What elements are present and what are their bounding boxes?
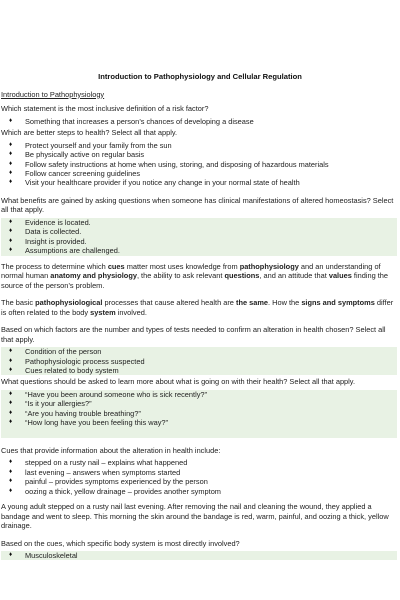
question-3: What benefits are gained by asking questions when someone has clinical manifestations of altered homeostasis? Select all that apply.	[1, 195, 394, 215]
answer-item: ♦ “Is it your allergies?”	[1, 399, 397, 408]
page-title: Introduction to Pathophysiology and Cellular Regulation	[98, 72, 302, 81]
answer-item: ♦ Something that increases a person’s chances of developing a disease	[1, 117, 397, 126]
answer-item: ♦ Protect yourself and your family from the sun	[1, 141, 397, 150]
answer-item: ♦ Cues related to body system	[1, 366, 397, 375]
answer-item: ♦ Condition of the person	[1, 347, 397, 356]
answer-item: ♦ Assumptions are challenged.	[1, 246, 397, 255]
answer-item: ♦ Pathophysiologic process suspected	[1, 357, 397, 366]
highlight-box-4	[1, 347, 397, 375]
answer-item: ♦ “How long have you been feeling this way?”	[1, 418, 397, 427]
question-4: Based on which factors are the number and types of tests needed to confirm an alteration in health chosen? Select all that apply.	[1, 325, 386, 344]
answer-item: ♦ Visit your healthcare provider if you notice any change in your normal state of health	[1, 178, 397, 187]
answer-list-2	[1, 141, 397, 188]
cue-item: ♦ oozing a thick, yellow drainage – provides another symptom	[1, 487, 397, 496]
paragraph-cues: The process to determine which cues matter most uses knowledge from pathophysiology and an understanding of normal human anatomy and physiology, the ability to ask relevant questions, and an attitude that values finding the source of the person’s problem.	[1, 261, 389, 290]
answer-item: ♦ Follow safety instructions at home when using, storing, and disposing of hazardous materials	[1, 160, 397, 169]
answer-list-6	[1, 551, 397, 560]
highlight-box-3	[1, 218, 397, 256]
highlight-box-6	[1, 551, 397, 560]
answer-item: ♦ Insight is provided.	[1, 237, 397, 246]
highlight-box-5	[1, 390, 397, 438]
cue-item: ♦ painful – provides symptoms experienced by the person	[1, 477, 397, 486]
section-link[interactable]: Introduction to Pathophysiology	[1, 89, 105, 99]
answer-item: ♦ Be physically active on regular basis	[1, 150, 397, 159]
cues-list	[1, 458, 397, 496]
answer-item: ♦ “Are you having trouble breathing?”	[1, 409, 397, 418]
document-body	[0, 90, 400, 561]
answer-list-4	[1, 347, 397, 375]
answer-item: ♦ Musculoskeletal	[1, 551, 397, 560]
answer-item: ♦ “Have you been around someone who is sick recently?”	[1, 390, 397, 399]
answer-list-5	[1, 390, 397, 428]
cues-intro: Cues that provide information about the alteration in health include:	[1, 445, 221, 455]
cue-item: ♦ stepped on a rusty nail – explains what happened	[1, 458, 397, 467]
question-2: Which are better steps to health? Select all that apply.	[1, 128, 178, 138]
paragraph-processes: The basic pathophysiological processes that cause altered health are the same. How the signs and symptoms differ is often related to the body system involved.	[1, 298, 394, 317]
answer-item: ♦ Data is collected.	[1, 227, 397, 236]
question-1: Which statement is the most inclusive definition of a risk factor?	[1, 104, 209, 114]
scenario-paragraph: A young adult stepped on a rusty nail last evening. After removing the nail and cleaning the wound, they applied a bandage and went to sleep. This morning the skin around the bandage is red, warm, painful, and oozing a thick, yellow drainage.	[1, 502, 389, 531]
answer-list-1	[1, 117, 397, 126]
question-5: What questions should be asked to learn more about what is going on with their health? Select all that apply.	[1, 377, 356, 387]
answer-item: ♦ Evidence is located.	[1, 218, 397, 227]
answer-list-3	[1, 218, 397, 256]
question-6: Based on the cues, which specific body system is most directly involved?	[1, 538, 240, 548]
answer-item: ♦ Follow cancer screening guidelines	[1, 169, 397, 178]
cue-item: ♦ last evening – answers when symptoms started	[1, 468, 397, 477]
